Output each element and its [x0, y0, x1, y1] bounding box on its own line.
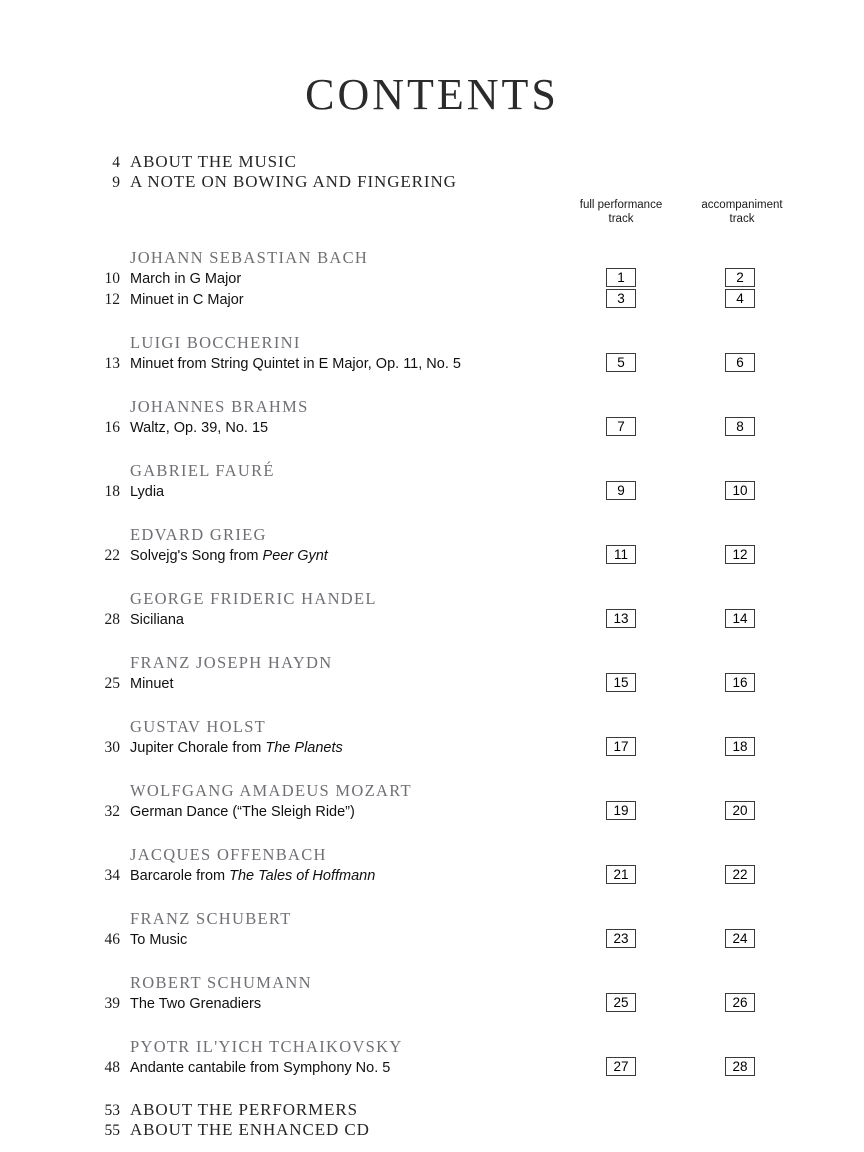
composer-name: JOHANNES BRAHMS [130, 397, 309, 416]
composer-name: GABRIEL FAURÉ [130, 461, 275, 480]
page-number: 16 [104, 419, 120, 436]
contents-row [0, 152, 864, 172]
full-performance-track-box: 3 [606, 289, 636, 308]
piece-title: Waltz, Op. 39, No. 15 [130, 420, 269, 436]
piece-title: Lydia [130, 484, 165, 500]
composer-name: JACQUES OFFENBACH [130, 845, 327, 864]
spacer [0, 952, 864, 973]
spacer [0, 376, 864, 397]
page-number: 13 [104, 355, 120, 372]
page-number: 28 [104, 611, 120, 628]
spacer [0, 760, 864, 781]
spacer [0, 632, 864, 653]
accompaniment-track-box: 28 [725, 1057, 755, 1076]
contents-row [0, 248, 864, 270]
composer-name: PYOTR IL'YICH TCHAIKOVSKY [130, 1037, 403, 1056]
full-performance-track-box: 7 [606, 417, 636, 436]
full-performance-track-box: 11 [606, 545, 636, 564]
full-performance-track-box: 27 [606, 1057, 636, 1076]
page-title: CONTENTS [305, 70, 559, 119]
piece-title: To Music [130, 932, 188, 948]
accompaniment-track-box: 20 [725, 801, 755, 820]
accompaniment-track-box: 22 [725, 865, 755, 884]
spacer [0, 888, 864, 909]
back-matter-label: ABOUT THE ENHANCED CD [130, 1120, 370, 1139]
spacer [0, 192, 864, 248]
full-performance-track-box: 9 [606, 481, 636, 500]
full-performance-track-box: 15 [606, 673, 636, 692]
page-number: 18 [104, 483, 120, 500]
full-performance-track-box: 19 [606, 801, 636, 820]
piece-title: Barcarole from The Tales of Hoffmann [130, 868, 376, 884]
accompaniment-track-box: 8 [725, 417, 755, 436]
contents-row [0, 1037, 864, 1059]
contents-row [0, 397, 864, 419]
composer-name: ROBERT SCHUMANN [130, 973, 312, 992]
piece-title-work: The Tales of Hoffmann [229, 868, 376, 884]
piece-title: Minuet [130, 676, 174, 692]
page-number: 53 [104, 1102, 120, 1119]
accompaniment-track-box: 18 [725, 737, 755, 756]
full-performance-track-box: 25 [606, 993, 636, 1012]
accompaniment-track-box: 14 [725, 609, 755, 628]
front-matter-label: ABOUT THE MUSIC [130, 152, 297, 171]
page-number: 34 [104, 867, 120, 884]
contents-row [0, 781, 864, 803]
contents-row [0, 589, 864, 611]
contents-row [0, 333, 864, 355]
page-number: 48 [104, 1059, 120, 1076]
full-performance-track-box: 21 [606, 865, 636, 884]
piece-title: Solvejg's Song from Peer Gynt [130, 548, 328, 564]
accompaniment-track-box: 24 [725, 929, 755, 948]
page-number: 22 [104, 547, 120, 564]
spacer [0, 440, 864, 461]
page-number: 55 [104, 1122, 120, 1139]
composer-name: GEORGE FRIDERIC HANDEL [130, 589, 377, 608]
page-number: 46 [104, 931, 120, 948]
spacer [0, 1080, 864, 1100]
piece-title: Andante cantabile from Symphony No. 5 [130, 1060, 391, 1076]
spacer [0, 568, 864, 589]
accompaniment-track-box: 10 [725, 481, 755, 500]
page-number: 10 [104, 270, 120, 287]
spacer [0, 312, 864, 333]
accompaniment-track-box: 4 [725, 289, 755, 308]
full-performance-track-box: 5 [606, 353, 636, 372]
page-number: 39 [104, 995, 120, 1012]
full-performance-track-box: 13 [606, 609, 636, 628]
page-number: 30 [104, 739, 120, 756]
contents-row [0, 525, 864, 547]
composer-name: LUIGI BOCCHERINI [130, 333, 301, 352]
piece-title: The Two Grenadiers [130, 996, 262, 1012]
contents-row [0, 653, 864, 675]
column-header-full-performance-line1: full performance [579, 199, 663, 211]
piece-title: Siciliana [130, 612, 184, 628]
piece-title: Jupiter Chorale from The Planets [130, 740, 343, 756]
accompaniment-track-box: 6 [725, 353, 755, 372]
composer-name: FRANZ SCHUBERT [130, 909, 292, 928]
composer-name: JOHANN SEBASTIAN BACH [130, 248, 369, 267]
contents-row [0, 461, 864, 483]
column-header-full-performance-line2: track [608, 213, 634, 225]
spacer [0, 504, 864, 525]
piece-title: Minuet in C Major [130, 292, 244, 308]
composer-name: GUSTAV HOLST [130, 717, 267, 736]
piece-title-work: The Planets [265, 740, 343, 756]
piece-title: Minuet from String Quintet in E Major, Op. 11, No. 5 [130, 356, 461, 372]
full-performance-track-box: 1 [606, 268, 636, 287]
full-performance-track-box: 17 [606, 737, 636, 756]
contents-row [0, 1100, 864, 1120]
accompaniment-track-box: 16 [725, 673, 755, 692]
page-number: 4 [112, 154, 120, 171]
contents-row [0, 172, 864, 192]
front-matter-label: A NOTE ON BOWING AND FINGERING [130, 172, 457, 191]
spacer [0, 696, 864, 717]
column-header-accompaniment-line1: accompaniment [701, 199, 783, 211]
accompaniment-track-box: 12 [725, 545, 755, 564]
accompaniment-track-box: 2 [725, 268, 755, 287]
spacer [0, 824, 864, 845]
back-matter-label: ABOUT THE PERFORMERS [130, 1100, 359, 1119]
contents-row [0, 973, 864, 995]
contents-row [0, 909, 864, 931]
piece-title-work: Peer Gynt [262, 548, 328, 564]
contents-row [0, 717, 864, 739]
composer-name: WOLFGANG AMADEUS MOZART [130, 781, 412, 800]
contents-row [0, 845, 864, 867]
composer-name: FRANZ JOSEPH HAYDN [130, 653, 333, 672]
piece-title: German Dance (“The Sleigh Ride”) [130, 804, 355, 820]
column-header-accompaniment-line2: track [729, 213, 755, 225]
spacer [0, 1016, 864, 1037]
full-performance-track-box: 23 [606, 929, 636, 948]
page-number: 32 [104, 803, 120, 820]
contents-row [0, 1120, 864, 1140]
page-number: 9 [112, 174, 120, 191]
piece-title: March in G Major [130, 271, 242, 287]
page-number: 12 [104, 291, 120, 308]
accompaniment-track-box: 26 [725, 993, 755, 1012]
composer-name: EDVARD GRIEG [130, 525, 267, 544]
page-number: 25 [104, 675, 120, 692]
